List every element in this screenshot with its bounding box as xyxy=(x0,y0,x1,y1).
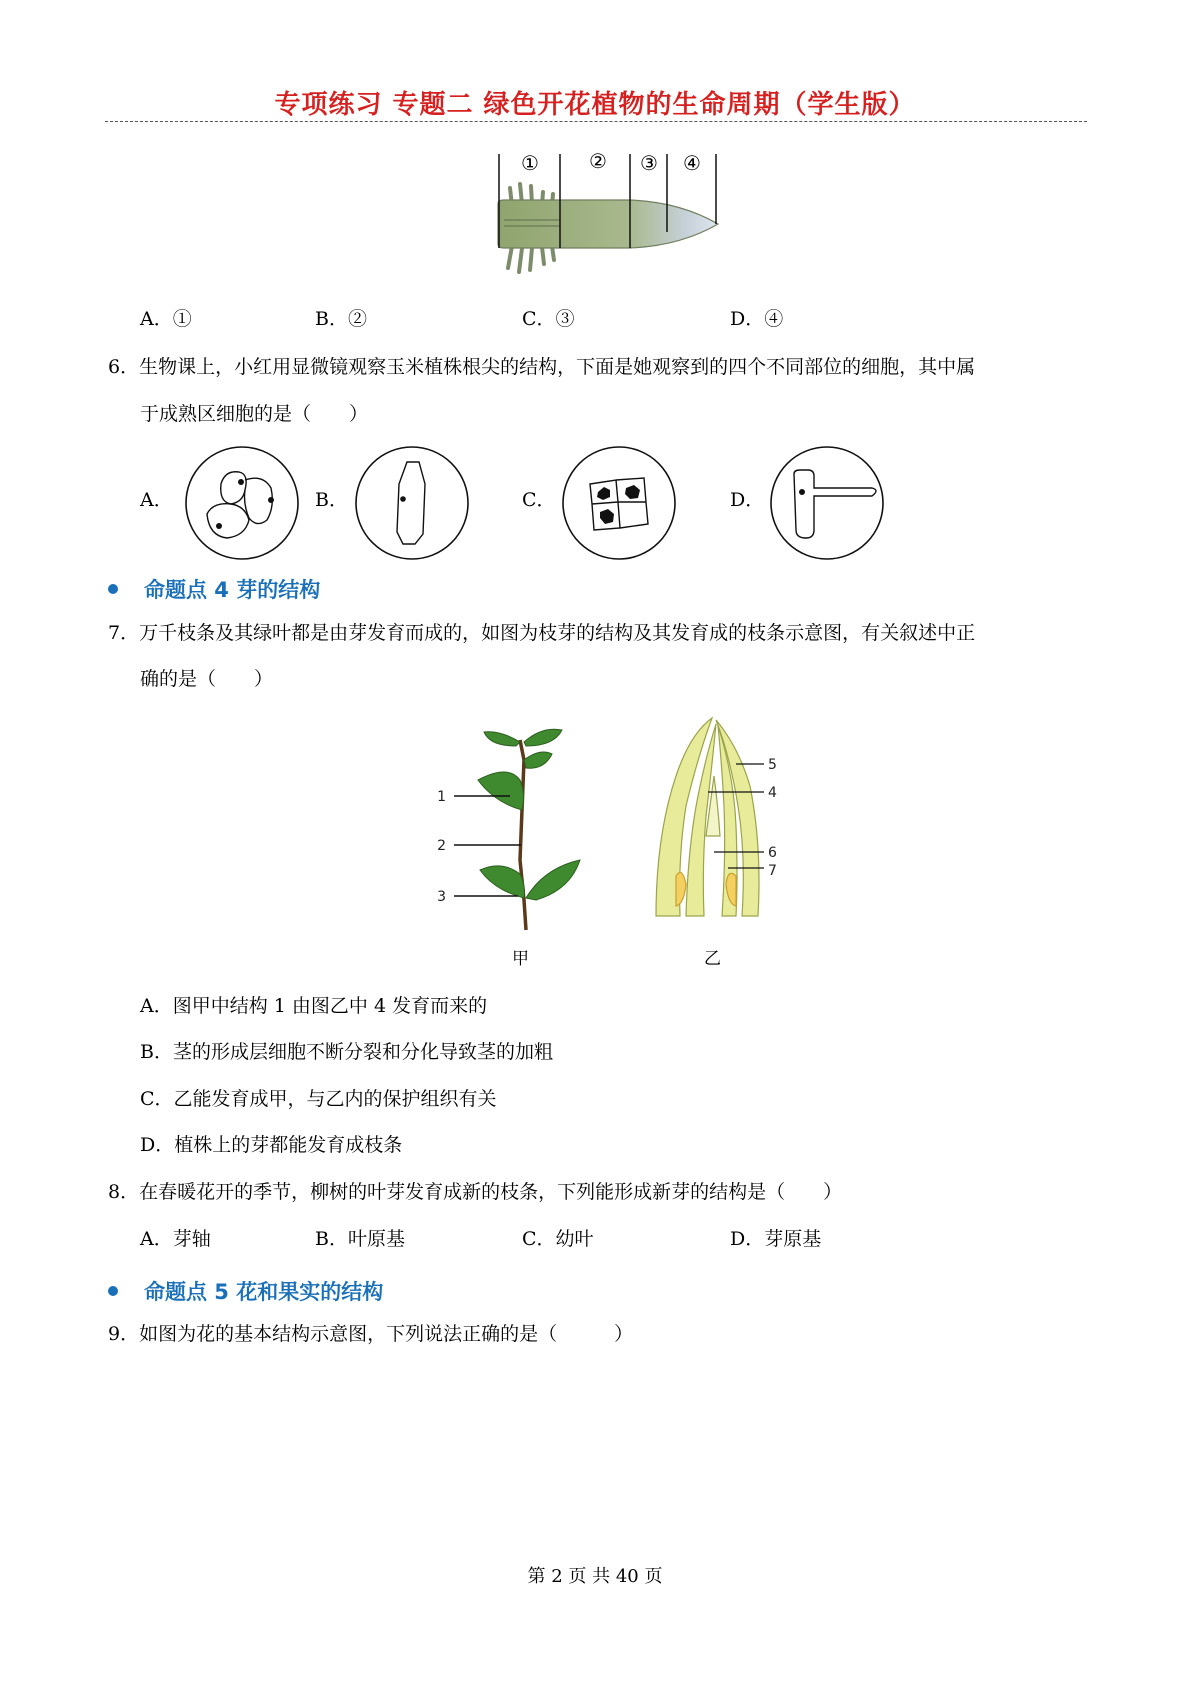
yi-label-4: 4 xyxy=(768,785,777,801)
q6-option-b[interactable]: B． xyxy=(315,489,348,511)
page-title: 专项练习 专题二 绿色开花植物的生命周期（学生版） xyxy=(274,90,916,120)
q6-option-c[interactable]: C． xyxy=(522,489,556,511)
q6-question: 6．生物课上，小红用显微镜观察玉米植株根尖的结构，下面是她观察到的四个不同部位的细胞，其中属 xyxy=(108,356,976,378)
section-heading-4: 命题点 4 芽的结构 xyxy=(108,574,320,604)
bud-figure-yi xyxy=(646,716,826,941)
root-region-labels xyxy=(521,149,701,175)
region-label-4: ④ xyxy=(683,151,701,175)
header-divider xyxy=(105,121,1087,122)
region-label-3: ③ xyxy=(640,151,658,175)
bullet-icon xyxy=(108,1286,118,1296)
q5-option-a[interactable]: A．① xyxy=(140,308,192,330)
q7-question: 7．万千枝条及其绿叶都是由芽发育而成的，如图为枝芽的结构及其发育成的枝条示意图，有关叙述中正 xyxy=(108,622,976,644)
q6-option-d[interactable]: D． xyxy=(730,489,765,511)
q7-option-d[interactable]: D．植株上的芽都能发育成枝条 xyxy=(140,1134,403,1156)
yi-label-5: 5 xyxy=(768,757,777,773)
q8-option-a[interactable]: A．芽轴 xyxy=(140,1228,211,1250)
section-heading-5: 命题点 5 花和果实的结构 xyxy=(108,1276,383,1306)
page-number: 第 2 页 共 40 页 xyxy=(527,1566,663,1587)
region-label-2: ② xyxy=(589,149,607,173)
q8-option-b[interactable]: B．叶原基 xyxy=(315,1228,405,1250)
jia-label-1: 1 xyxy=(437,789,446,805)
figure-caption-yi: 乙 xyxy=(704,949,721,969)
q9-question: 9．如图为花的基本结构示意图，下列说法正确的是（ ） xyxy=(108,1323,634,1345)
jia-label-3: 3 xyxy=(437,889,446,905)
q5-option-c[interactable]: C．③ xyxy=(522,308,575,330)
q6-question-line2: 于成熟区细胞的是（ ） xyxy=(140,403,369,425)
q8-option-c[interactable]: C．幼叶 xyxy=(522,1228,594,1250)
bullet-icon xyxy=(108,584,118,594)
root-tip-figure xyxy=(490,148,730,288)
cell-b-figure xyxy=(353,444,471,562)
q6-option-a[interactable]: A． xyxy=(140,489,173,511)
cell-a-figure xyxy=(183,444,301,562)
jia-label-2: 2 xyxy=(437,838,446,854)
twig-figure-jia xyxy=(437,720,620,935)
q5-option-d[interactable]: D．④ xyxy=(730,308,784,330)
q7-question-line2: 确的是（ ） xyxy=(140,668,274,690)
q5-option-b[interactable]: B．② xyxy=(315,308,367,330)
q7-option-a[interactable]: A．图甲中结构 1 由图乙中 4 发育而来的 xyxy=(140,995,488,1017)
yi-label-7: 7 xyxy=(768,863,777,879)
q8-option-d[interactable]: D．芽原基 xyxy=(730,1228,822,1250)
region-label-1: ① xyxy=(521,151,539,175)
q8-question: 8．在春暖花开的季节，柳树的叶芽发育成新的枝条，下列能形成新芽的结构是（ ） xyxy=(108,1181,843,1203)
q7-option-b[interactable]: B．茎的形成层细胞不断分裂和分化导致茎的加粗 xyxy=(140,1041,553,1063)
cell-c-figure xyxy=(560,444,678,562)
cell-d-figure xyxy=(768,444,886,562)
yi-label-6: 6 xyxy=(768,845,777,861)
figure-caption-jia: 甲 xyxy=(512,949,529,969)
q7-option-c[interactable]: C．乙能发育成甲，与乙内的保护组织有关 xyxy=(140,1088,497,1110)
